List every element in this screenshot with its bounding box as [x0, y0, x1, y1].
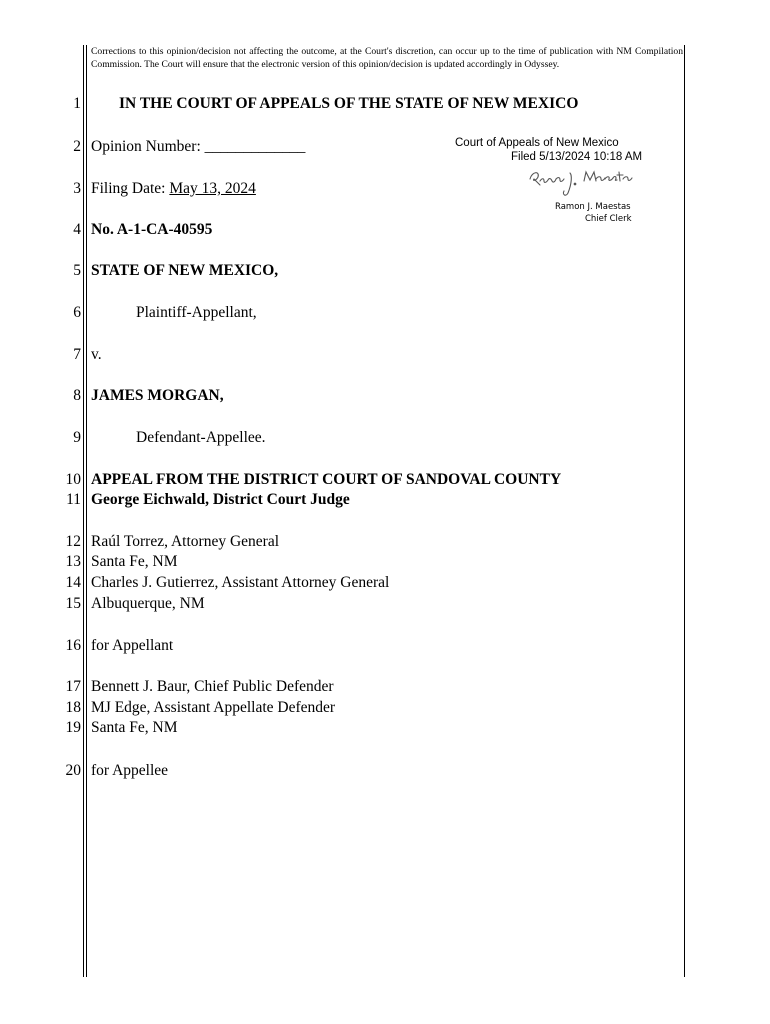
line-number: 11: [66, 491, 81, 508]
filing-date: [91, 179, 256, 199]
court-heading: IN THE COURT OF APPEALS OF THE STATE OF NEW MEXICO: [119, 95, 579, 112]
versus: v.: [91, 346, 102, 363]
line-number: 13: [65, 553, 81, 570]
line-number: 16: [65, 637, 81, 654]
opinion-number: Opinion Number: _____________: [91, 138, 306, 155]
line-number: 4: [73, 221, 81, 238]
line-number: 8: [73, 387, 81, 404]
line-number: 6: [73, 304, 81, 321]
clerk-signature: [526, 167, 636, 204]
counsel-line: Albuquerque, NM: [91, 595, 205, 612]
defendant-name: JAMES MORGAN,: [91, 387, 224, 404]
for-appellant: for Appellant: [91, 637, 174, 654]
counsel-line: Charles J. Gutierrez, Assistant Attorney General: [91, 574, 390, 591]
line-number: 1: [73, 95, 81, 112]
counsel-line: Raúl Torrez, Attorney General: [91, 533, 280, 550]
line-number: 10: [65, 471, 81, 488]
left-margin-rule-inner: [86, 45, 87, 977]
line-number: 14: [65, 574, 81, 591]
clerk-name: Ramon J. Maestas: [555, 202, 631, 212]
plaintiff-name: STATE OF NEW MEXICO,: [91, 262, 279, 279]
counsel-line: Santa Fe, NM: [91, 553, 178, 570]
defendant-role: Defendant-Appellee.: [136, 429, 266, 446]
stamp-filed: Filed 5/13/2024 10:18 AM: [511, 151, 643, 163]
line-number: 17: [65, 678, 81, 695]
corrections-notice: Corrections to this opinion/decision not affecting the outcome, at the Court's discretion, can occur up to the time of publication with NM Compilation Commission. The Court will ensure that the electronic version of this opinion/decision is updated accordingly in Odyssey.: [91, 46, 683, 70]
line-number: 7: [73, 346, 81, 363]
appeal-heading: APPEAL FROM THE DISTRICT COURT OF SANDOVAL COUNTY: [91, 471, 562, 488]
plaintiff-role: Plaintiff-Appellant,: [136, 304, 257, 321]
filing-date-label: Filing Date:: [91, 180, 170, 197]
line-number: 15: [65, 595, 81, 612]
line-number: 5: [73, 262, 81, 279]
counsel-line: Santa Fe, NM: [91, 719, 178, 736]
line-number: 18: [65, 699, 81, 716]
counsel-line: Bennett J. Baur, Chief Public Defender: [91, 678, 334, 695]
filing-date-value: May 13, 2024: [169, 180, 256, 197]
docket-number: No. A-1-CA-40595: [91, 221, 213, 238]
stamp-court: Court of Appeals of New Mexico: [455, 137, 619, 149]
clerk-title: Chief Clerk: [585, 214, 632, 224]
for-appellee: for Appellee: [91, 762, 169, 779]
counsel-line: MJ Edge, Assistant Appellate Defender: [91, 699, 336, 716]
line-number: 3: [73, 180, 81, 197]
right-margin-rule: [684, 45, 685, 977]
line-number: 12: [65, 533, 81, 550]
line-number: 20: [65, 762, 81, 779]
district-judge: George Eichwald, District Court Judge: [91, 491, 350, 508]
line-number: 19: [65, 719, 81, 736]
line-number: 9: [73, 429, 81, 446]
line-number: 2: [73, 138, 81, 155]
left-margin-rule: [83, 45, 84, 977]
